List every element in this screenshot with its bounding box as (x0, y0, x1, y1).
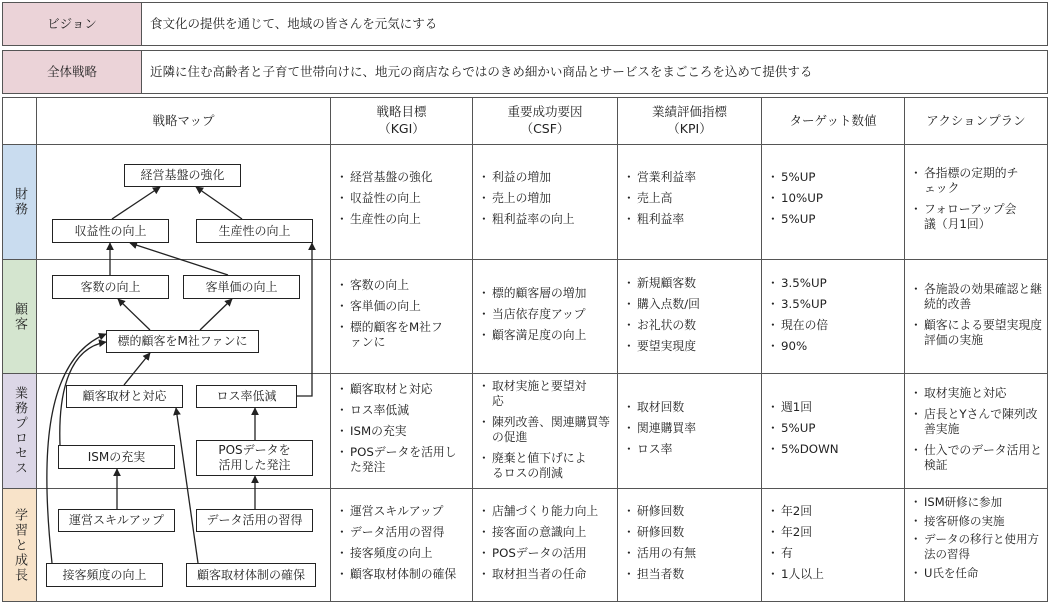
list-item: ・ 5%UP (769, 421, 901, 436)
arrow-fan-kyakusu (118, 299, 150, 330)
list-item: ・ 廃棄と値下げによるロスの削減 (480, 451, 596, 481)
list-item: ・ POSデータを活用した発注 (338, 445, 466, 475)
list-item: ・ 購入点数/回 (625, 297, 759, 312)
list-item: ・ 有 (769, 546, 901, 561)
list-item: ・ 取材回数 (625, 400, 759, 415)
vision-text: 食文化の提供を通じて、地域の皆さんを元気にする (141, 2, 1048, 46)
map-box-loss: ロス率低減 (196, 385, 297, 408)
header-kpi: 業績評価指標 （KPI） (617, 97, 762, 145)
list-item: ・ 90% (769, 339, 901, 354)
list-item: ・ U氏を任命 (912, 566, 1044, 581)
header-target: ターゲット数値 (761, 97, 905, 145)
map-box-data: データ活用の習得 (196, 509, 313, 532)
row-label-process: 業務プロセス (2, 373, 37, 489)
list-item: ・ 新規顧客数 (625, 276, 759, 291)
list-item: ・ 顧客による要望実現度評価の実施 (912, 318, 1044, 348)
list-item: ・ データの移行と使用方法の習得 (912, 532, 1044, 561)
header-action: アクションプラン (904, 97, 1048, 145)
strategy-text: 近隣に住む高齢者と子育て世帯向けに、地元の商店ならではのきめ細かい商品とサービスをまごころを込めて提供する (141, 50, 1048, 94)
list-item: ・ 売上高 (625, 191, 759, 206)
list-item: ・ 収益性の向上 (338, 191, 468, 206)
row-label-customer: 顧客 (2, 259, 37, 374)
list-item: ・ 生産性の向上 (338, 212, 468, 227)
list-item: ・ 現在の倍 (769, 318, 901, 333)
list-item: ・ 客数の向上 (338, 278, 468, 293)
arrow-fan-kyakutanka (200, 299, 232, 330)
list-item: ・ ロス率低減 (338, 403, 466, 418)
list-item: ・ 仕入でのデータ活用と検証 (912, 443, 1044, 473)
map-box-kyakusu: 客数の向上 (52, 275, 169, 299)
list-item: ・ 粗利益率の向上 (480, 212, 614, 227)
list-item: ・ 標的顧客をM社ファンに (338, 320, 448, 350)
arrow-taisei-shuzai (176, 408, 198, 563)
list-item: ・ 取材実施と対応 (912, 386, 1044, 401)
list-item: ・ 運営スキルアップ (338, 504, 468, 519)
strategy-label: 全体戦略 (2, 50, 142, 94)
list-item: ・ 年2回 (769, 504, 901, 519)
map-box-sesshoku: 接客頻度の向上 (46, 563, 163, 587)
list-item: ・ 各施設の効果確認と継続的改善 (912, 282, 1044, 312)
list-item: ・ 5%DOWN (769, 442, 901, 457)
map-box-kyakutanka: 客単価の向上 (183, 275, 300, 299)
header-map: 戦略マップ (36, 97, 331, 145)
arrow-shueki-keiei (112, 187, 160, 219)
list-item: ・ 陳列改善、関連購買等の促進 (480, 415, 610, 445)
list-item: ・ ISM研修に参加 (912, 495, 1044, 510)
map-box-keiei: 経営基盤の強化 (124, 164, 241, 187)
list-item: ・ ISMの充実 (338, 424, 466, 439)
map-box-shueki: 収益性の向上 (52, 219, 169, 243)
list-item: ・ 接客面の意識向上 (480, 525, 614, 540)
list-item: ・ 接客頻度の向上 (338, 546, 468, 561)
list-item: ・ 1人以上 (769, 567, 901, 582)
list-item: ・ 営業利益率 (625, 170, 759, 185)
list-item: ・ 年2回 (769, 525, 901, 540)
arrow-shuzai-fan (124, 353, 150, 385)
list-item: ・ 担当者数 (625, 567, 759, 582)
map-box-ism: ISMの充実 (58, 445, 175, 469)
list-item: ・ 10%UP (769, 191, 901, 206)
list-item: ・ お礼状の数 (625, 318, 759, 333)
list-item: ・ 取材担当者の任命 (480, 567, 614, 582)
list-item: ・ 研修回数 (625, 525, 759, 540)
list-item: ・ 顧客取材体制の確保 (338, 567, 468, 582)
list-item: ・ 利益の増加 (480, 170, 614, 185)
list-item: ・ 5%UP (769, 212, 901, 227)
map-box-shuzai: 顧客取材と対応 (66, 385, 183, 408)
list-item: ・ 客単価の向上 (338, 299, 468, 314)
list-item: ・ ロス率 (625, 442, 759, 457)
row-label-learning: 学習と成長 (2, 488, 37, 602)
list-item: ・ 取材実施と要望対応 (480, 379, 592, 409)
list-item: ・ 研修回数 (625, 504, 759, 519)
list-item: ・ POSデータの活用 (480, 546, 614, 561)
list-item: ・ 接客研修の実施 (912, 514, 1044, 529)
row-label-finance: 財務 (2, 144, 37, 260)
header-kgi: 戦略目標 （KGI） (330, 97, 473, 145)
map-box-taisei: 顧客取材体制の確保 (186, 563, 316, 587)
list-item: ・ 売上の増加 (480, 191, 614, 206)
list-item: ・ 要望実現度 (625, 339, 759, 354)
list-item: ・ 顧客満足度の向上 (480, 328, 614, 343)
list-item: ・ 3.5%UP (769, 276, 901, 291)
list-item: ・ 店舗づくり能力向上 (480, 504, 614, 519)
list-item: ・ 経営基盤の強化 (338, 170, 468, 185)
map-box-fan: 標的顧客をM社ファンに (106, 330, 259, 353)
header-csf: 重要成功要因 （CSF） (472, 97, 618, 145)
map-box-pos: POSデータを 活用した発注 (196, 440, 313, 476)
list-item: ・ 週1回 (769, 400, 901, 415)
list-item: ・ 顧客取材と対応 (338, 382, 466, 397)
map-box-seisan: 生産性の向上 (196, 219, 313, 243)
arrow-kyakutanka-shueki (130, 243, 228, 275)
list-item: ・ 当店依存度アップ (480, 307, 614, 322)
list-item: ・ 各指標の定期的チェック (912, 166, 1024, 196)
list-item: ・ 関連購買率 (625, 421, 759, 436)
list-item: ・ 標的顧客層の増加 (480, 286, 614, 301)
list-item: ・ 店長とYさんで陳列改善実施 (912, 407, 1044, 437)
list-item: ・ データ活用の習得 (338, 525, 468, 540)
arrow-seisan-keiei (196, 187, 242, 219)
arrow-loss-seisan (297, 243, 312, 396)
map-box-unei: 運営スキルアップ (58, 509, 175, 532)
list-item: ・ 5%UP (769, 170, 901, 185)
list-item: ・ 粗利益率 (625, 212, 759, 227)
list-item: ・ フォローアップ会議（月1回） (912, 202, 1024, 232)
list-item: ・ 3.5%UP (769, 297, 901, 312)
list-item: ・ 活用の有無 (625, 546, 759, 561)
vision-label: ビジョン (2, 2, 142, 46)
